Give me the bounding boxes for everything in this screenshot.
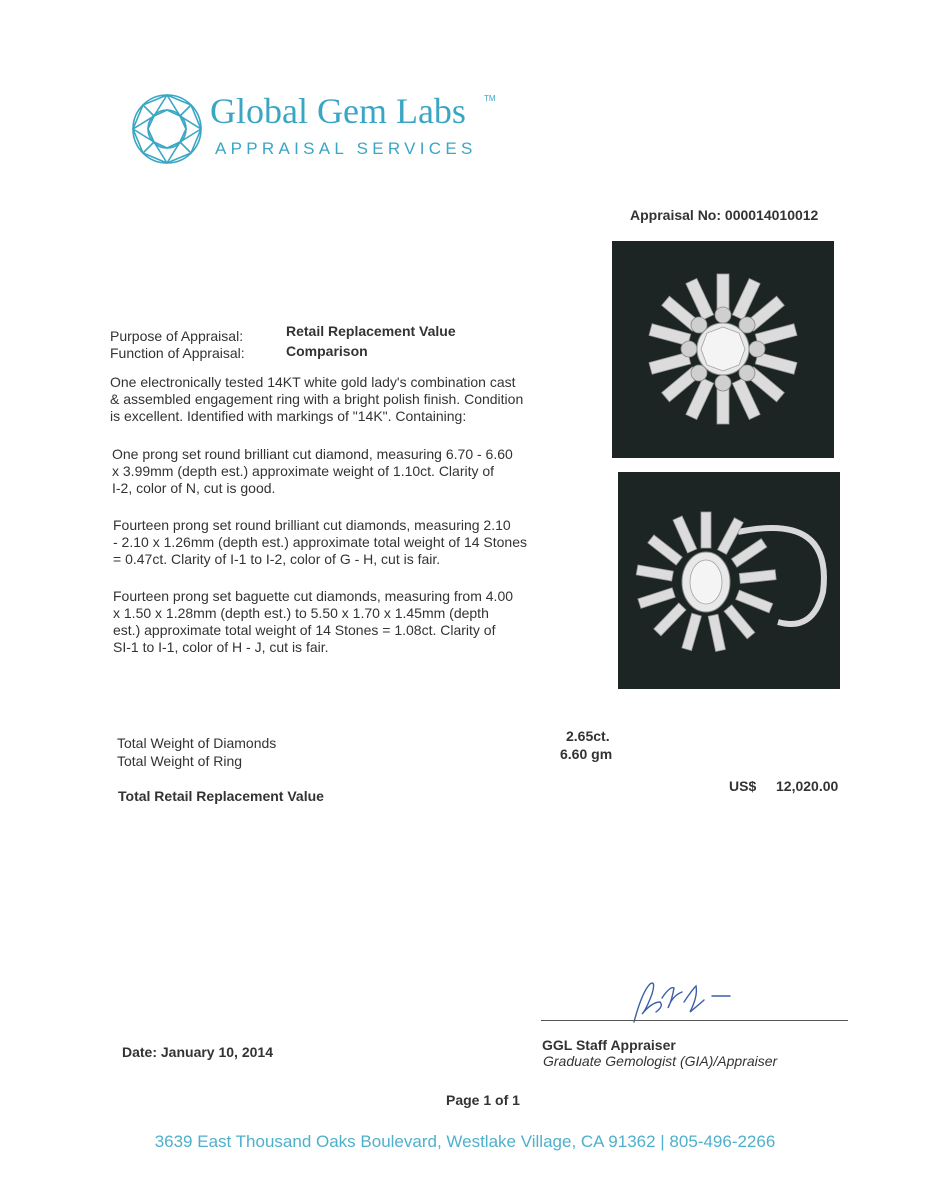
brand-tagline: APPRAISAL SERVICES: [215, 139, 477, 158]
description-paragraph-2: One prong set round brilliant cut diamond, measuring 6.70 - 6.60 x 3.99mm (depth est.) approximate weight of 1.10ct. Clarity of I-2, color of N, cut is good.: [112, 446, 513, 496]
purpose-value: Retail Replacement Value: [286, 323, 456, 339]
total-diamonds-label: Total Weight of Diamonds: [117, 735, 277, 751]
total-ring-value: 6.60 gm: [560, 746, 613, 762]
ring-side-view-image: [618, 472, 840, 689]
function-value: Comparison: [286, 343, 368, 359]
appraiser-title: GGL Staff Appraiser: [542, 1037, 676, 1053]
appraisal-number: Appraisal No: 000014010012: [630, 207, 819, 223]
brand-logo-icon: [131, 93, 203, 165]
total-diamonds-value: 2.65ct.: [566, 728, 610, 744]
appraisal-date: Date: January 10, 2014: [122, 1044, 273, 1060]
brand-name: Global Gem Labs: [210, 91, 466, 131]
brand-trademark: TM: [484, 94, 496, 103]
ring-photo-top: [612, 241, 834, 458]
description-paragraph-1: One electronically tested 14KT white gold lady's combination cast & assembled engagement ring with a bright polish finish. Condition is excellent. Identified with markings of "14K". Containing:: [110, 374, 524, 424]
total-retail-value: 12,020.00: [776, 778, 839, 794]
ring-photo-bottom: [618, 472, 840, 689]
function-label: Function of Appraisal:: [110, 345, 245, 361]
page-number: Page 1 of 1: [446, 1092, 520, 1108]
total-retail-label: Total Retail Replacement Value: [118, 788, 324, 804]
appraiser-credentials: Graduate Gemologist (GIA)/Appraiser: [543, 1053, 778, 1069]
appraiser-signature: [612, 972, 762, 1032]
description-paragraph-3: Fourteen prong set round brilliant cut diamonds, measuring 2.10 - 2.10 x 1.26mm (depth est.) approximate total weight of 14 Stones = 0.47ct. Clarity of I-1 to I-2, color of G - H, cut is fair.: [113, 517, 527, 567]
description-paragraph-4: Fourteen prong set baguette cut diamonds, measuring from 4.00 x 1.50 x 1.28mm (depth est.) to 5.50 x 1.70 x 1.45mm (depth est.) approximate total weight of 14 Stones = 1.08ct. Clarity of SI-1 to I-1, color of H - J, cut is fair.: [113, 588, 514, 655]
footer-address: 3639 East Thousand Oaks Boulevard, Westlake Village, CA 91362 | 805-496-2266: [154, 1132, 776, 1151]
ring-top-view-image: [612, 241, 834, 458]
currency-label: US$: [729, 778, 757, 794]
total-ring-label: Total Weight of Ring: [117, 753, 243, 769]
signature-line: [541, 1020, 848, 1021]
purpose-label: Purpose of Appraisal:: [110, 328, 244, 344]
